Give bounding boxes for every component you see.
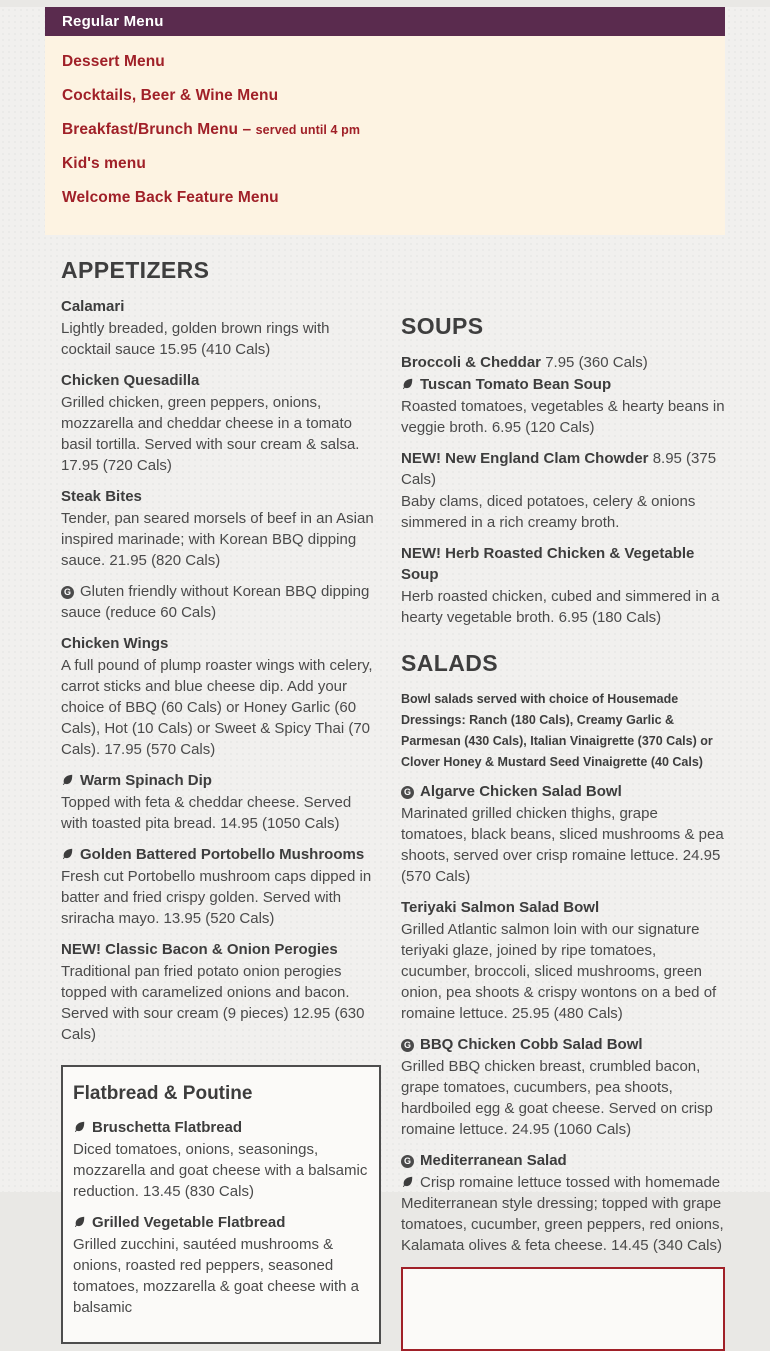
menu-content: [45, 235, 725, 1351]
menu-item-broccoli-cheddar: [401, 352, 725, 373]
menu-item-teriyaki-salmon-salad: [401, 897, 725, 1024]
menu-item-calamari: [61, 296, 381, 360]
menu-item-desc-text: Crisp romaine lettuce tossed with homemade Mediterranean style dressing; topped with grape tomatoes, cucumber, green peppers, red onions, Kalamata olives & feta cheese. 14.45 (340 Cals): [401, 1174, 724, 1254]
salads-title: SALADS: [401, 650, 498, 676]
nav-link-breakfast-suffix: served until 4 pm: [255, 123, 361, 137]
menu-item-name-text: Golden Battered Portobello Mushrooms: [80, 846, 365, 863]
menu-item-name-text: BBQ Chicken Cobb Salad Bowl: [420, 1036, 643, 1053]
nav-link-welcome-back-menu[interactable]: Welcome Back Feature Menu: [62, 189, 279, 206]
salad-dressings-note: Bowl salads served with choice of Housemade Dressings: Ranch (180 Cals), Creamy Garlic & Parmesan (430 Cals), Italian Vinaigrette (370 Cals) or Clover Honey & Mustard Seed Vinaigrette (40 Cals): [401, 692, 713, 769]
menu-item-desc: [401, 1172, 725, 1256]
menu-item-name-text: NEW! New England Clam Chowder: [401, 450, 649, 467]
menu-item-chicken-quesadilla: [61, 370, 381, 476]
menu-item-name: Chicken Wings: [61, 635, 169, 652]
vegetarian-icon: [61, 847, 74, 860]
menu-page: [0, 7, 770, 1316]
menu-item-name: [401, 1034, 725, 1055]
nav-current-menu[interactable]: Regular Menu: [45, 7, 725, 36]
gluten-friendly-icon: G: [61, 586, 74, 599]
gluten-friendly-icon: G: [401, 1155, 414, 1168]
gluten-friendly-icon: G: [401, 786, 414, 799]
menu-item-name: [73, 1117, 369, 1138]
menu-item-name-text: Grilled Vegetable Flatbread: [92, 1214, 286, 1231]
menu-item-desc: Roasted tomatoes, vegetables & hearty beans in veggie broth. 6.95 (120 Cals): [401, 398, 725, 436]
menu-item-name: NEW! Herb Roasted Chicken & Vegetable Soup: [401, 545, 695, 583]
nav-links-panel: [45, 36, 725, 235]
menu-item-grilled-vegetable-flatbread: [73, 1212, 369, 1318]
menu-item-name: NEW! Classic Bacon & Onion Perogies: [61, 941, 338, 958]
menu-item-steak-bites: [61, 486, 381, 623]
menu-item-mediterranean-salad: [401, 1150, 725, 1256]
menu-item-price: 8.95 (375 Cals): [401, 450, 717, 488]
menu-item-bacon-onion-perogies: [61, 939, 381, 1045]
menu-item-name-text: Tuscan Tomato Bean Soup: [420, 376, 612, 393]
vegetarian-icon: [73, 1120, 86, 1133]
vegetarian-icon: [61, 773, 74, 786]
menu-item-desc: Grilled Atlantic salmon loin with our signature teriyaki glaze, joined by ripe tomatoes, cucumber, broccoli, sliced mushrooms, green onion, pea shoots & crispy wontons on a bed of romaine lettuce. 25.95 (480 Cals): [401, 921, 717, 1022]
menu-item-name: Chicken Quesadilla: [61, 372, 200, 389]
menu-item-name-text: Warm Spinach Dip: [80, 772, 212, 789]
feature-promo-box: [401, 1267, 725, 1351]
menu-item-desc: Grilled BBQ chicken breast, crumbled bacon, grape tomatoes, cucumbers, pea shoots, hardboiled egg & goat cheese. Served on crisp romaine lettuce. 24.95 (1060 Cals): [401, 1058, 713, 1138]
menu-item-name: Steak Bites: [61, 488, 142, 505]
nav-link-dessert-menu[interactable]: Dessert Menu: [62, 53, 165, 70]
menu-item-name-text: Broccoli & Cheddar: [401, 354, 542, 371]
menu-item-bruschetta-flatbread: [73, 1117, 369, 1202]
menu-item-name: [401, 374, 725, 395]
vegetarian-icon: [401, 377, 414, 390]
menu-item-desc: Marinated grilled chicken thighs, grape tomatoes, black beans, sliced mushrooms & pea shoots, served over crisp romaine lettuce. 24.95 (570 Cals): [401, 805, 724, 885]
menu-item-name-text: Algarve Chicken Salad Bowl: [420, 783, 622, 800]
gluten-friendly-note-text: Gluten friendly without Korean BBQ dipping sauce (reduce 60 Cals): [61, 583, 370, 621]
menu-item-name: Calamari: [61, 298, 125, 315]
menu-item-tuscan-tomato-bean-soup: [401, 374, 725, 438]
menu-item-desc: A full pound of plump roaster wings with celery, carrot sticks and blue cheese dip. Add your choice of BBQ (60 Cals) or Honey Garlic (60 Cals), Hot (10 Cals) or Sweet & Spicy Thai (70 Cals). 17.95 (570 Cals): [61, 657, 373, 758]
left-column: [61, 235, 381, 1351]
menu-item-desc: Lightly breaded, golden brown rings with cocktail sauce 15.95 (410 Cals): [61, 320, 330, 358]
nav-link-breakfast-menu[interactable]: [62, 113, 708, 147]
menu-item-desc: Baby clams, diced potatoes, celery & onions simmered in a rich creamy broth.: [401, 493, 696, 531]
menu-item-warm-spinach-dip: [61, 770, 381, 834]
menu-item-desc: Grilled zucchini, sautéed mushrooms & onions, roasted red peppers, seasoned tomatoes, mozzarella & goat cheese with a balsamic: [73, 1236, 359, 1316]
menu-item-name-text: Bruschetta Flatbread: [92, 1119, 243, 1136]
menu-item-desc: Tender, pan seared morsels of beef in an Asian inspired marinade; with Korean BBQ dipping sauce. 21.95 (820 Cals): [61, 510, 374, 569]
menu-item-price: 7.95 (360 Cals): [545, 354, 648, 371]
menu-item-name-text: Mediterranean Salad: [420, 1152, 567, 1169]
menu-item-name: Teriyaki Salmon Salad Bowl: [401, 899, 600, 916]
menu-item-clam-chowder: [401, 448, 725, 533]
menu-item-desc: Herb roasted chicken, cubed and simmered in a hearty vegetable broth. 6.95 (180 Cals): [401, 588, 720, 626]
flatbread-poutine-box: [61, 1065, 381, 1344]
menu-nav-banner: [45, 7, 725, 235]
menu-item-name: [61, 844, 381, 865]
menu-item-chicken-wings: [61, 633, 381, 760]
vegetarian-icon: [401, 1175, 414, 1188]
gluten-friendly-note: [61, 581, 381, 623]
menu-item-desc: Fresh cut Portobello mushroom caps dipped in batter and fried crispy golden. Served with sriracha mayo. 13.95 (520 Cals): [61, 868, 372, 927]
menu-item-name: [61, 770, 381, 791]
menu-item-desc: Grilled chicken, green peppers, onions, mozzarella and cheddar cheese in a tomato basil tortilla. Served with sour cream & salsa. 17.95 (720 Cals): [61, 394, 360, 474]
nav-link-kids-menu[interactable]: Kid's menu: [62, 155, 146, 172]
right-column: [401, 291, 725, 1351]
menu-item-name: [401, 781, 725, 802]
menu-item-name: [401, 352, 725, 373]
appetizers-title: APPETIZERS: [61, 257, 210, 283]
menu-item-desc: Diced tomatoes, onions, seasonings, mozzarella and goat cheese with a balsamic reduction. 13.45 (830 Cals): [73, 1141, 368, 1200]
menu-item-desc: Traditional pan fried potato onion perogies topped with caramelized onions and bacon. Served with sour cream (9 pieces) 12.95 (630 Cals): [61, 963, 365, 1043]
flatbread-poutine-title: Flatbread & Poutine: [73, 1083, 253, 1104]
nav-link-breakfast-label: Breakfast/Brunch Menu –: [62, 121, 256, 138]
nav-link-cocktails-menu[interactable]: Cocktails, Beer & Wine Menu: [62, 87, 279, 104]
soups-title: SOUPS: [401, 313, 484, 339]
menu-item-herb-roasted-chicken-soup: [401, 543, 725, 628]
menu-item-portobello-mushrooms: [61, 844, 381, 929]
menu-item-algarve-chicken-salad: [401, 781, 725, 887]
menu-item-desc: Topped with feta & cheddar cheese. Served with toasted pita bread. 14.95 (1050 Cals): [61, 794, 352, 832]
vegetarian-icon: [73, 1215, 86, 1228]
menu-item-name: [401, 1150, 725, 1171]
menu-item-name: [401, 448, 725, 490]
menu-item-name: [73, 1212, 369, 1233]
gluten-friendly-icon: G: [401, 1039, 414, 1052]
menu-item-bbq-chicken-cobb-salad: [401, 1034, 725, 1140]
